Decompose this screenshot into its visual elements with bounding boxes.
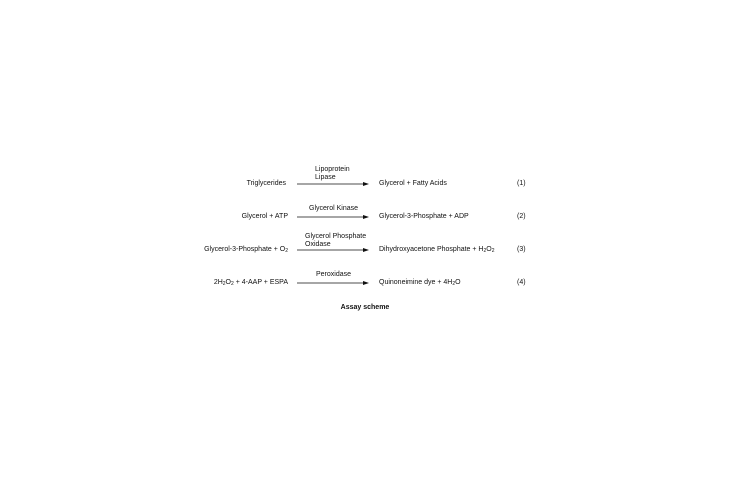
reaction-4-enzyme — [316, 271, 351, 279]
reaction-4-enzyme-line-1: Peroxidase — [316, 271, 352, 278]
reaction-3-number: (3) — [517, 246, 526, 253]
reaction-3-reactant-text: Glycerol-3-Phosphate + O — [204, 246, 286, 253]
reaction-3-product-text-2: O — [486, 246, 492, 253]
reaction-3-arrow — [297, 247, 369, 253]
reaction-1-enzyme — [315, 166, 350, 182]
reaction-2-product: Glycerol-3-Phosphate + ADP — [379, 213, 469, 220]
reaction-4-arrow — [297, 280, 369, 286]
reaction-3-reactant-subscript: 2 — [285, 248, 288, 254]
reaction-2-number: (2) — [517, 213, 526, 220]
reaction-4-reactant-subscript-1: 2 — [222, 281, 226, 287]
reaction-3-product-text: Dihydroxyacetone Phosphate + H — [379, 246, 484, 253]
figure-caption: Assay scheme — [340, 304, 390, 311]
reaction-1-arrow — [297, 181, 369, 187]
reaction-2-arrow — [297, 214, 369, 220]
reaction-1-number: (1) — [517, 180, 526, 187]
reaction-3-product-subscript-1: 2 — [483, 248, 487, 254]
reaction-1-enzyme-line-1: Lipoprotein — [315, 166, 350, 173]
reaction-4-number: (4) — [517, 279, 526, 286]
reaction-4-reactant-text-2: O — [225, 279, 231, 286]
reaction-3-product — [379, 246, 495, 253]
reaction-4-product — [379, 279, 461, 286]
reaction-3-reactant — [108, 246, 288, 253]
reaction-2-enzyme — [309, 205, 358, 213]
reaction-4-reactant — [108, 279, 288, 286]
reaction-4-product-text-2: O — [455, 279, 461, 286]
reaction-1-product: Glycerol + Fatty Acids — [379, 180, 447, 187]
reaction-3-product-subscript-2: 2 — [491, 248, 495, 254]
reaction-3-enzyme-line-1: Glycerol Phosphate — [305, 233, 367, 240]
reaction-4-product-subscript: 2 — [452, 281, 456, 287]
reaction-2-reactant: Glycerol + ATP — [241, 213, 288, 220]
reaction-1-enzyme-line-2: Lipase — [315, 174, 336, 181]
reaction-4-reactant-text-3: + 4-AAP + ESPA — [233, 279, 288, 286]
reaction-1-reactant: Triglycerides — [246, 180, 286, 187]
reaction-4-reactant-text-1: 2H — [213, 279, 223, 286]
reaction-4-reactant-subscript-2: 2 — [231, 281, 234, 287]
reaction-2-enzyme-line-1: Glycerol Kinase — [309, 205, 359, 212]
reaction-4-product-text: Quinoneimine dye + 4H — [379, 279, 453, 286]
reaction-3-enzyme-line-2: Oxidase — [305, 241, 331, 248]
